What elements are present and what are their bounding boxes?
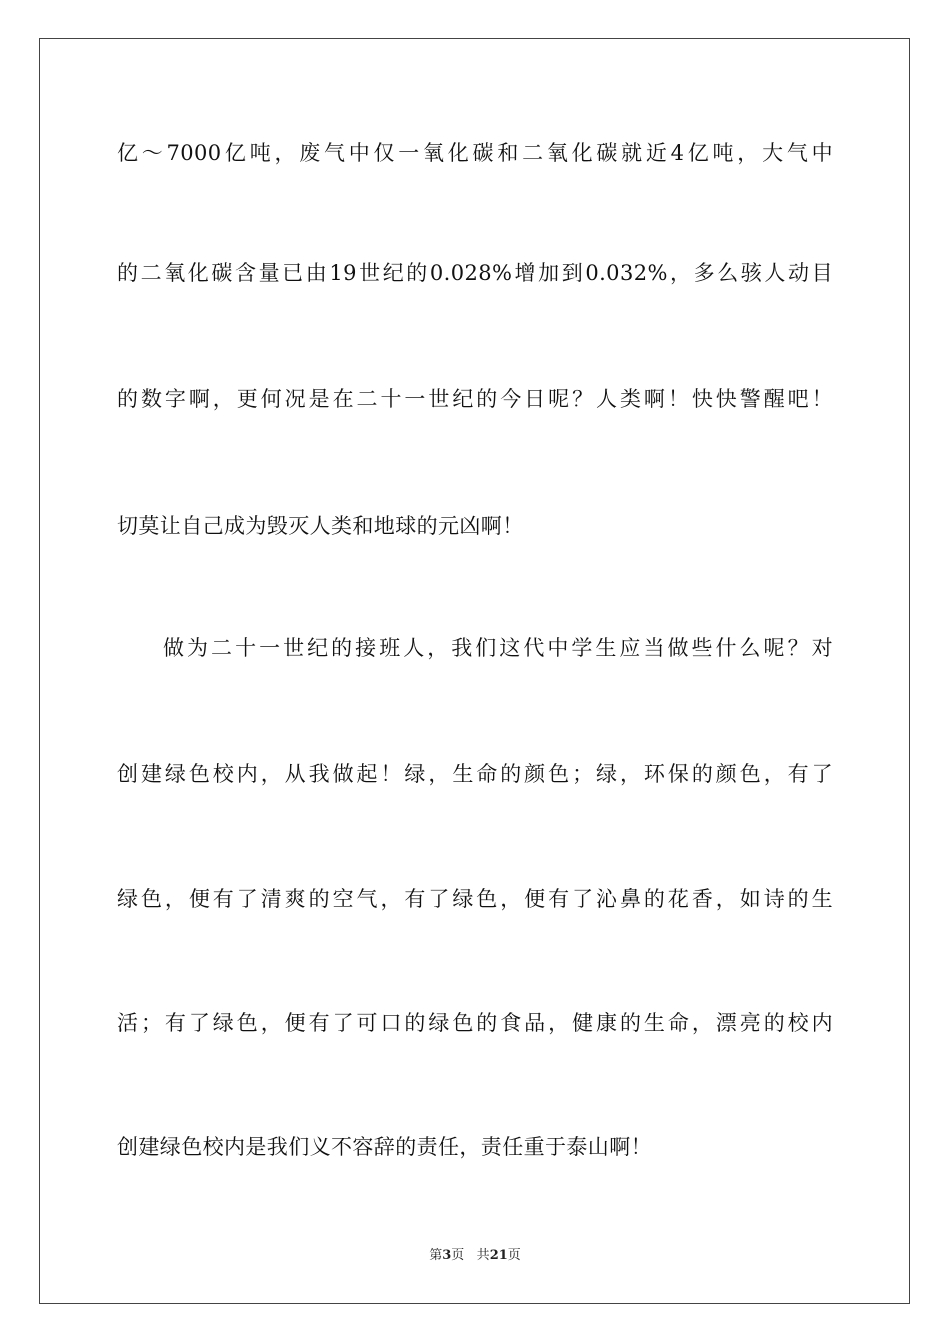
text-line: 创建绿色校内是我们义不容辞的责任，责任重于泰山啊！ [117,1135,652,1159]
text-line: 绿色，便有了清爽的空气，有了绿色，便有了沁鼻的花香，如诗的生 [117,887,833,911]
total-prefix: 共 [476,1248,490,1263]
page-footer [0,1247,950,1265]
text-line: 的二氧化碳含量已由19世纪的0.028%增加到0.032%，多么骇人动目 [117,261,833,285]
text-line: 创建绿色校内，从我做起！绿，生命的颜色；绿，环保的颜色，有了 [117,762,833,786]
page-prefix: 第 [429,1248,443,1263]
page-suffix: 页 [451,1248,465,1263]
page-number: 3 [442,1248,452,1263]
text-line: 切莫让自己成为毁灭人类和地球的元凶啊！ [117,514,524,538]
total-suffix: 页 [507,1248,521,1263]
page-border [39,38,910,1304]
text-line: 活；有了绿色，便有了可口的绿色的食品，健康的生命，漂亮的校内 [117,1011,833,1035]
text-line: 亿～7000亿吨，废气中仅一氧化碳和二氧化碳就近4亿吨，大气中 [117,141,833,165]
text-line: 的数字啊，更何况是在二十一世纪的今日呢？人类啊！快快警醒吧！ [117,387,833,411]
total-pages: 21 [489,1248,508,1263]
paragraph-first-line: 做为二十一世纪的接班人，我们这代中学生应当做些什么呢？对 [163,636,833,660]
